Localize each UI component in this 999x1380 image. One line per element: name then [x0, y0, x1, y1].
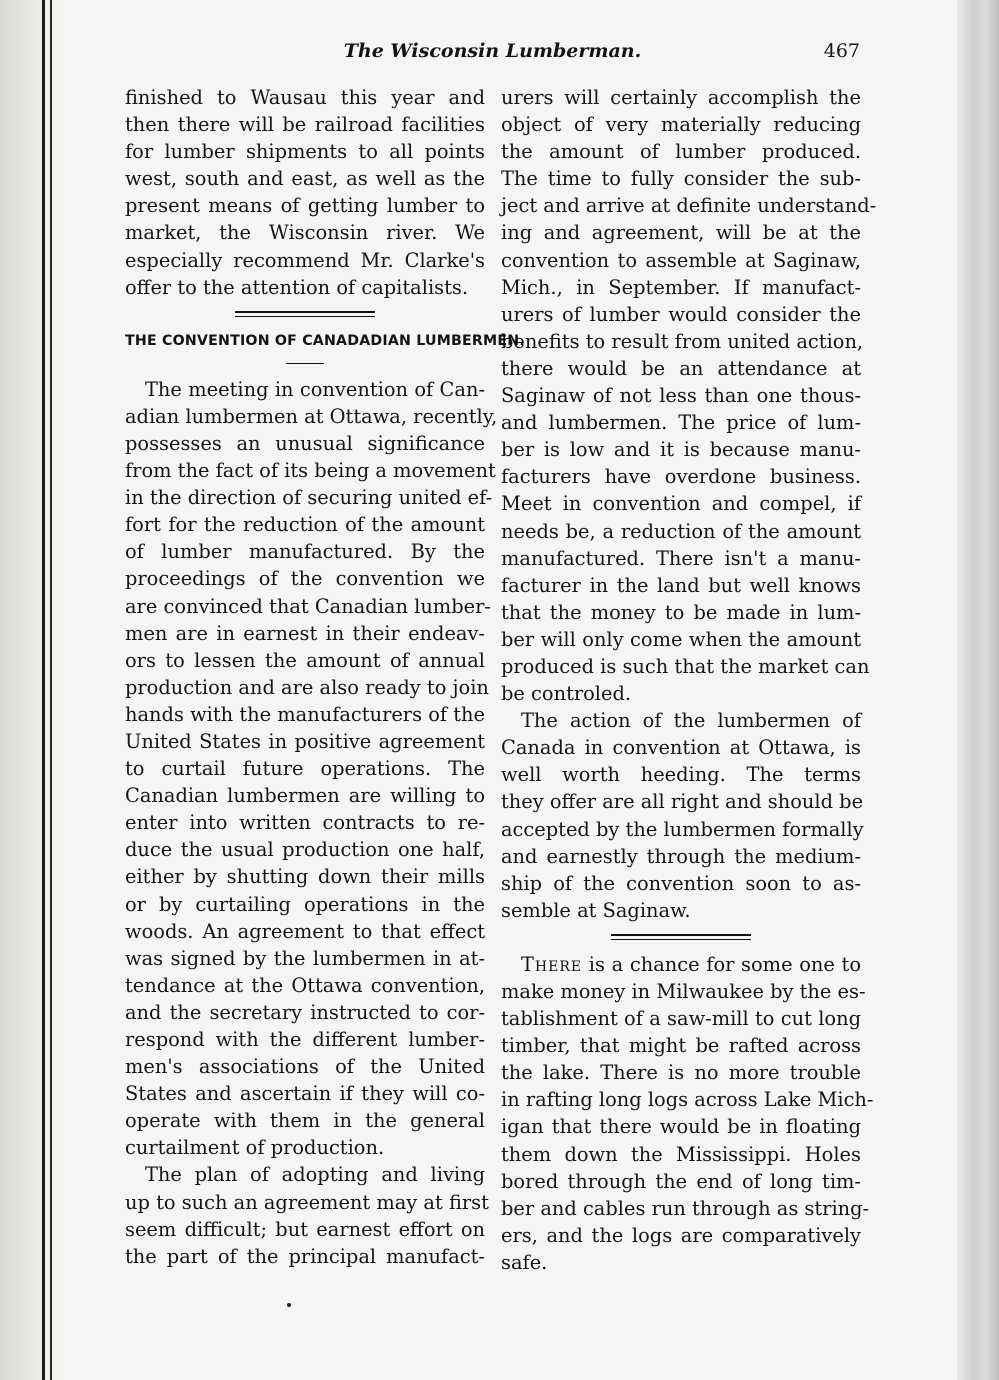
text-line: The plan of adopting and living [145, 1163, 485, 1187]
text-line: ject and arrive at definite understand- [501, 194, 877, 218]
text-line: The meeting in convention of Can- [145, 377, 485, 401]
text-line: urers of lumber would consider the [501, 302, 861, 326]
text-line: offer to the attention of capitalists. [125, 275, 469, 299]
text-line: respond with the different lumber- [125, 1028, 485, 1051]
text-line: are convinced that Canadian lumber- [125, 594, 491, 618]
text-line: semble at Saginaw. [501, 898, 691, 922]
paragraph-milwaukee [501, 951, 874, 1276]
text-line: tablishment of a saw-mill to cut long [501, 1007, 861, 1031]
paragraph-convention [125, 376, 498, 1162]
text-line: hands with the manufacturers of the [125, 702, 485, 726]
text-line: facturers have overdone business. [501, 465, 861, 489]
text-line: then there will be railroad facilities [125, 113, 485, 137]
text-line: or by curtailing operations in the [125, 892, 485, 916]
text-line: adian lumbermen at Ottawa, recently, [125, 404, 498, 428]
text-line: ors to lessen the amount of annual [125, 648, 485, 672]
section-divider [235, 311, 375, 317]
text-line: for lumber shipments to all points [125, 140, 485, 164]
text-line: fort for the reduction of the amount [125, 513, 485, 537]
binding-edge-line-inner [50, 0, 52, 1380]
text-line: production and are also ready to join [125, 675, 489, 699]
text-line: Meet in convention and compel, if [501, 492, 861, 516]
text-line: convention to assemble at Saginaw, [501, 248, 861, 272]
text-line: and lumbermen. The price of lum- [501, 411, 861, 435]
article-heading: THE CONVENTION OF CANADADIAN LUMBERMEN. [125, 332, 525, 349]
text-line: seem difficult; but earnest effort on [125, 1217, 485, 1241]
text-line: The action of the lumbermen of [521, 709, 861, 733]
text-line: ber and cables run through as string- [501, 1196, 870, 1220]
text-line: Saginaw of not less than one thous- [501, 384, 861, 408]
text-line: men are in earnest in their endeav- [125, 621, 485, 645]
text-line: Canadian lumbermen are willing to [125, 784, 485, 808]
text-line: urers will certainly accomplish the [501, 86, 861, 109]
text-line: of lumber manufactured. By the [125, 540, 485, 564]
page-header [125, 40, 860, 70]
text-line: safe. [501, 1250, 548, 1274]
text-line: well worth heeding. The terms [501, 763, 861, 787]
section-divider [611, 934, 751, 940]
text-line: finished to Wausau this year and [125, 86, 485, 109]
left-column [125, 84, 525, 1270]
text-line: curtailment of production. [125, 1136, 385, 1160]
text-line: especially recommend Mr. Clarke's [125, 248, 485, 272]
text-line: object of very materially reducing [501, 113, 861, 137]
text-line: timber, that might be rafted across [501, 1034, 861, 1058]
paragraph-action [501, 707, 864, 924]
text-line: needs be, a reduction of the amount [501, 519, 861, 543]
text-line: ber will only come when the amount [501, 627, 861, 651]
running-title: The Wisconsin Lumberman. [343, 40, 642, 62]
paragraph-plan [125, 1161, 489, 1269]
text-line: and earnestly through the medium- [501, 844, 861, 868]
text-line: be controled. [501, 682, 632, 706]
text-line: manufactured. There isn't a manu- [501, 546, 861, 570]
text-line: ing and agreement, will be at the [501, 221, 861, 245]
text-line: them down the Mississippi. Holes [501, 1142, 861, 1166]
text-line: up to such an agreement may at first [125, 1190, 489, 1214]
text-line [501, 951, 861, 978]
text-line: Canada in convention at Ottawa, is [501, 736, 861, 760]
text-line: enter into written contracts to re- [125, 811, 485, 835]
text-line: States and ascertain if they will co- [125, 1082, 485, 1106]
text-line: there would be an attendance at [501, 356, 861, 380]
right-column [501, 84, 877, 1276]
text-line: United States in positive agreement [125, 729, 485, 753]
binding-edge-line [42, 0, 45, 1380]
paragraph-continued [501, 84, 877, 707]
text-line: west, south and east, as well as the [125, 167, 485, 191]
text-line: ber is low and it is because manu- [501, 438, 861, 462]
text-line: that the money to be made in lum- [501, 600, 861, 624]
text-line: make money in Milwaukee by the es- [501, 980, 866, 1003]
text-line: operate with them in the general [125, 1109, 485, 1133]
text-line: The time to fully consider the sub- [501, 167, 861, 191]
text-line: was signed by the lumbermen in at- [125, 946, 485, 970]
text-line: facturer in the land but well knows [501, 573, 861, 597]
text-line: tendance at the Ottawa convention, [125, 973, 485, 997]
text-line: proceedings of the convention we [125, 567, 485, 591]
lead-line-rest: is a chance for some one to [582, 952, 861, 976]
text-line: in the direction of securing united ef- [125, 486, 493, 510]
ink-speck [287, 1303, 291, 1307]
text-line: woods. An agreement to that effect [125, 919, 485, 943]
text-line: benefits to result from united action, [501, 329, 864, 353]
text-line: to curtail future operations. The [125, 757, 485, 781]
text-line: from the fact of its being a movement [125, 459, 496, 483]
text-line: present means of getting lumber to [125, 194, 485, 218]
text-line: bored through the end of long tim- [501, 1169, 861, 1193]
heading-rule [286, 363, 324, 364]
text-line: in rafting long logs across Lake Mich- [501, 1088, 874, 1112]
text-line: Mich., in September. If manufact- [501, 275, 861, 299]
text-line: men's associations of the United [125, 1055, 485, 1079]
lead-word: There [521, 952, 583, 976]
text-line: the lake. There is no more trouble [501, 1061, 861, 1085]
text-line: the part of the principal manufact- [125, 1244, 485, 1268]
text-line: they offer are all right and should be [501, 790, 864, 814]
text-line: igan that there would be in floating [501, 1115, 861, 1139]
text-line: the amount of lumber produced. [501, 140, 861, 164]
text-line: accepted by the lumbermen formally [501, 817, 864, 841]
page-right-edge [957, 0, 999, 1380]
text-line: produced is such that the market can [501, 654, 870, 678]
paragraph-wausau [125, 84, 485, 301]
text-line: duce the usual production one half, [125, 838, 485, 862]
text-line: and the secretary instructed to cor- [125, 1000, 485, 1024]
text-line: ers, and the logs are comparatively [501, 1223, 861, 1247]
page-number: 467 [823, 40, 860, 62]
text-line: ship of the convention soon to as- [501, 871, 861, 895]
text-line: either by shutting down their mills [125, 865, 485, 889]
text-line: possesses an unusual significance [125, 431, 485, 455]
text-line: market, the Wisconsin river. We [125, 221, 485, 245]
